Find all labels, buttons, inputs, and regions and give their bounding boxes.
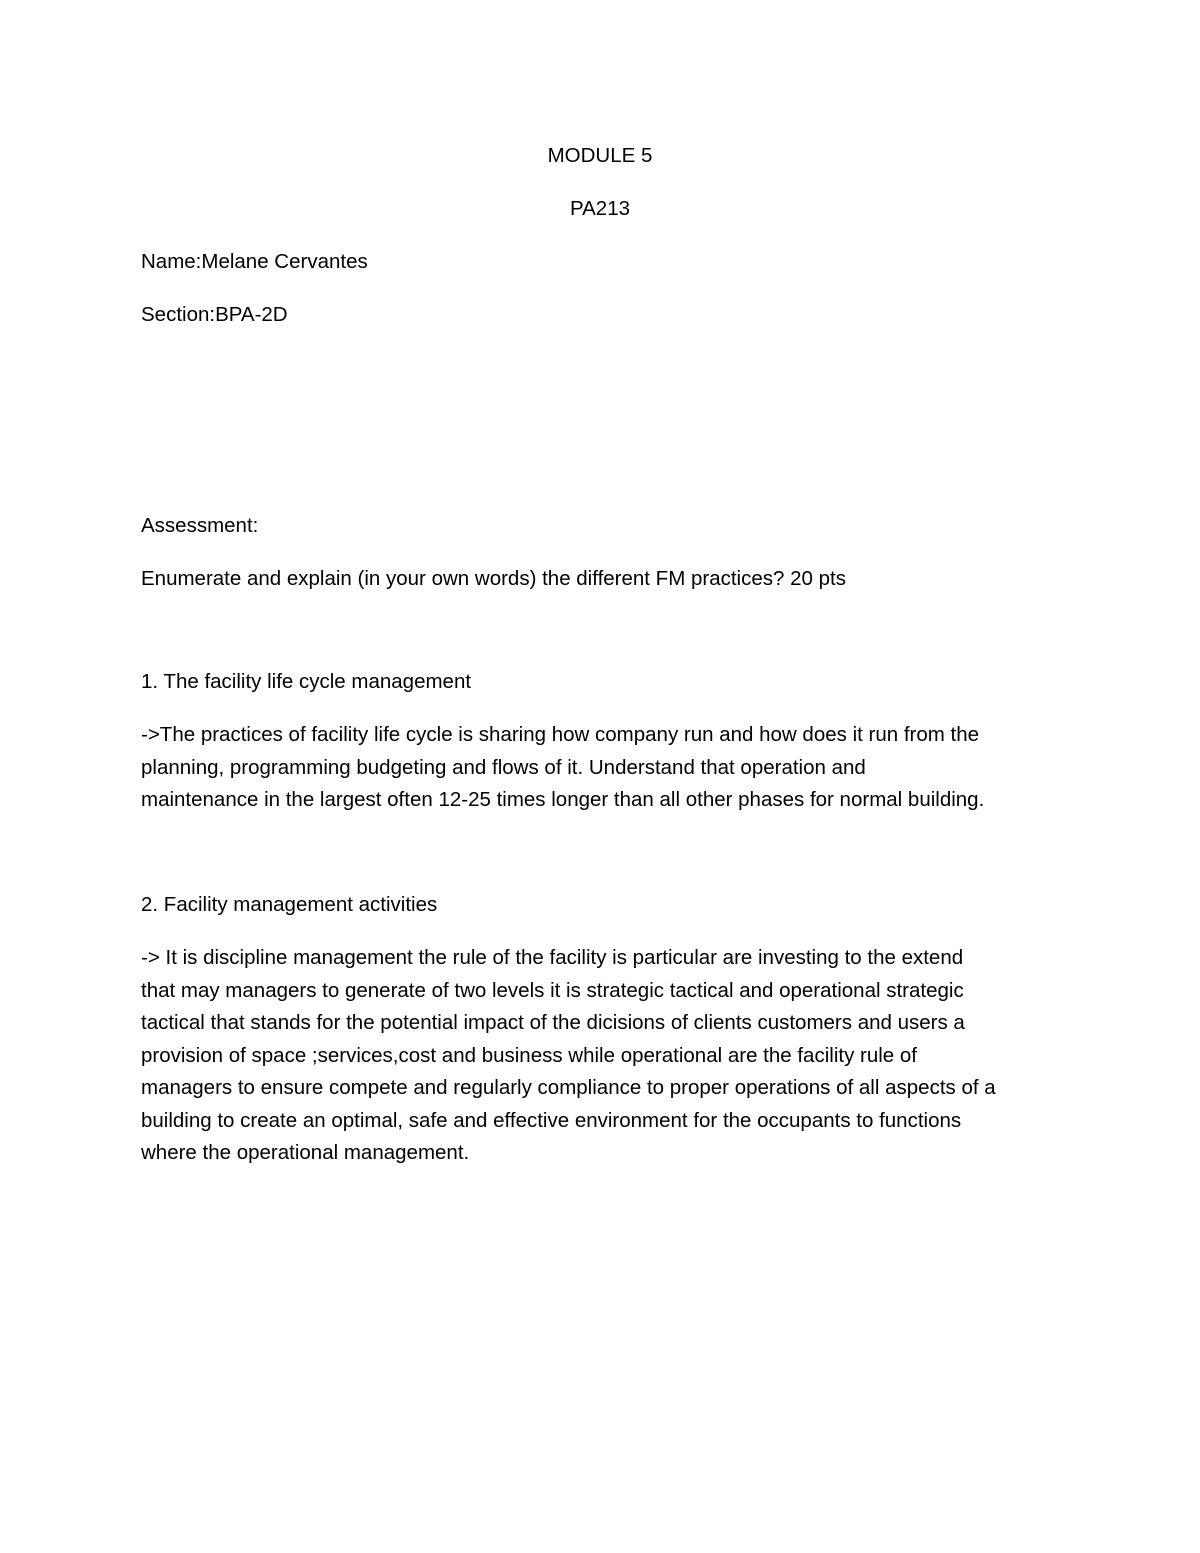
item-1-line: maintenance in the largest often 12-25 times longer than all other phases for normal building. bbox=[141, 788, 985, 811]
item-1-heading: 1. The facility life cycle management bbox=[141, 670, 472, 693]
course-code: PA213 bbox=[569, 197, 631, 220]
student-name: Name:Melane Cervantes bbox=[141, 250, 368, 273]
item-2-heading: 2. Facility management activities bbox=[141, 893, 438, 916]
item-2-line: that may managers to generate of two levels it is strategic tactical and operational strategic bbox=[141, 978, 964, 1002]
item-2-line: managers to ensure compete and regularly compliance to proper operations of all aspects of a bbox=[141, 1076, 996, 1099]
item-1-answer bbox=[141, 719, 1071, 817]
item-2-line: tactical that stands for the potential impact of the dicisions of clients customers and users a bbox=[141, 1011, 965, 1034]
item-2-answer bbox=[141, 942, 1071, 1170]
module-title: MODULE 5 bbox=[547, 144, 653, 167]
item-1-line: ->The practices of facility life cycle is sharing how company run and how does it run from the bbox=[141, 723, 980, 746]
item-2-line: where the operational management. bbox=[141, 1141, 470, 1164]
item-2-line: -> It is discipline management the rule of the facility is particular are investing to the extend bbox=[141, 946, 964, 969]
assessment-label: Assessment: bbox=[141, 514, 259, 537]
assessment-question: Enumerate and explain (in your own words) the different FM practices? 20 pts bbox=[141, 567, 846, 590]
item-1-line: planning, programming budgeting and flows of it. Understand that operation and bbox=[141, 755, 866, 779]
item-2-line: building to create an optimal, safe and effective environment for the occupants to functions bbox=[141, 1108, 962, 1132]
student-section: Section:BPA-2D bbox=[141, 303, 288, 326]
item-2-line: provision of space ;services,cost and business while operational are the facility rule of bbox=[141, 1043, 917, 1067]
